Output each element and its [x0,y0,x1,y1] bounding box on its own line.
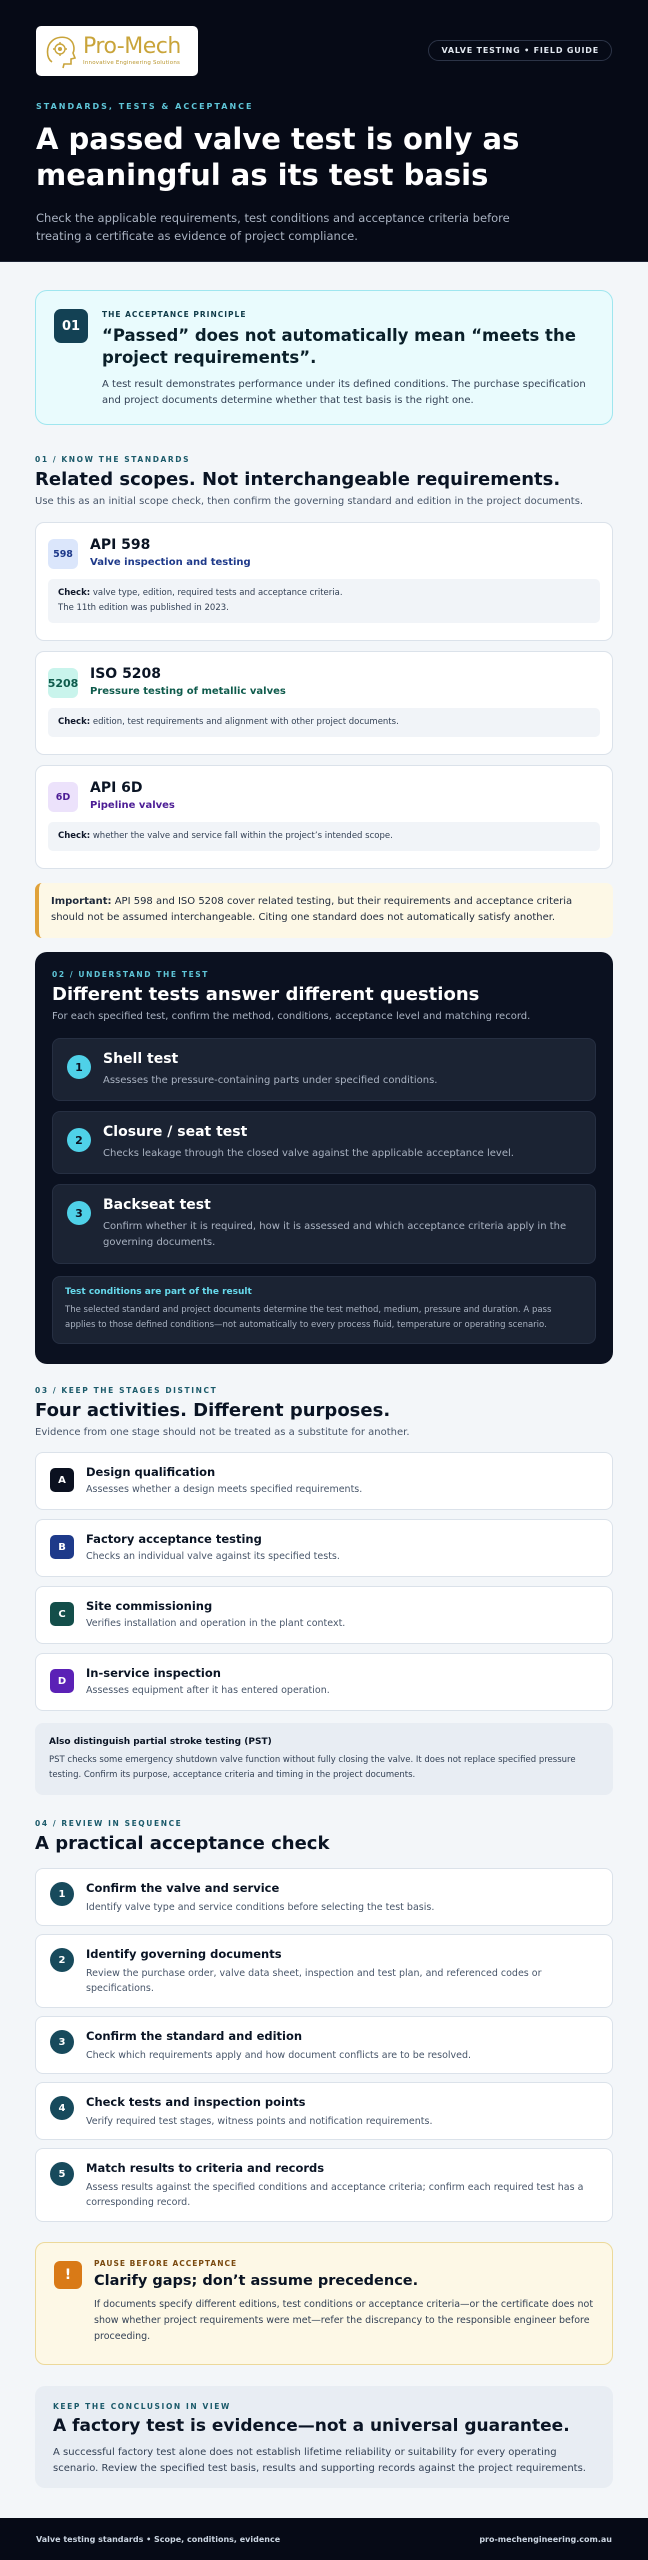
activity-text: Checks an individual valve against its specified tests. [86,1551,340,1562]
standard-check-note [48,579,600,623]
footer-website-link[interactable]: pro-mechengineering.com.au [479,2534,612,2544]
standard-card-iso5208 [35,651,613,755]
activity-card-commissioning [35,1586,613,1644]
tests-subtitle: For each specified test, confirm the method, conditions, acceptance level and matching record. [52,1011,531,1022]
activities-section [35,1386,613,1795]
principle-kicker: THE ACCEPTANCE PRINCIPLE [102,310,247,319]
standard-badge: 5208 [48,668,78,698]
step-number: 5 [50,2162,74,2186]
step-title: Identify governing documents [86,1947,282,1961]
activity-card-fat [35,1519,613,1577]
standard-name: ISO 5208 [90,666,162,682]
step-number: 4 [50,2096,74,2120]
test-title: Shell test [103,1051,179,1067]
test-title: Backseat test [103,1197,211,1213]
test-text: Assesses the pressure-containing parts under specified conditions. [103,1075,438,1086]
standard-card-api598 [35,522,613,641]
review-step [35,2148,613,2222]
principle-text: A test result demonstrates performance under its defined conditions. The purchase specification and project documents determine whether that test basis is the right one. [102,379,586,406]
activity-badge: C [50,1602,74,1626]
brand-logo[interactable] [36,26,198,76]
check-label: Check: [58,831,91,841]
step-text: Check which requirements apply and how document conflicts are to be resolved. [86,2050,472,2061]
pst-text: PST checks some emergency shutdown valve function without fully closing the valve. It does not replace specified pressure testing. Confirm its purpose, acceptance criteria and timing in the project documents. [49,1755,576,1780]
brand-tagline: Innovative Engineering Solutions [83,60,181,66]
page-title: A passed valve test is only as meaningful as its test basis [36,122,520,192]
activities-subtitle: Evidence from one stage should not be treated as a substitute for another. [35,1427,410,1438]
conclusion-title: A factory test is evidence—not a universal guarantee. [53,2416,570,2436]
test-number: 1 [67,1055,91,1079]
standard-name: API 6D [90,780,143,796]
activity-badge: D [50,1669,74,1693]
check-label: Check: [58,588,91,598]
standard-subtitle: Valve inspection and testing [90,557,251,568]
step-title: Confirm the valve and service [86,1881,280,1895]
edition-note: The 11th edition was published in 2023. [58,603,229,613]
activity-badge: B [50,1535,74,1559]
important-text: API 598 and ISO 5208 cover related testing, but their requirements and acceptance criteria should not be assumed interchangeable. Citing one standard does not automatically satisfy another. [51,896,573,923]
activity-card-inservice [35,1653,613,1711]
review-step [35,1868,613,1926]
pause-title: Clarify gaps; don’t assume precedence. [94,2273,419,2289]
review-step [35,2082,613,2140]
test-item-closure [52,1111,596,1174]
review-step [35,1934,613,2008]
step-text: Review the purchase order, valve data sheet, inspection and test plan, and referenced codes or specifications. [86,1968,542,1994]
test-conditions-note [52,1276,596,1344]
standards-title: Related scopes. Not interchangeable requirements. [35,469,561,490]
activity-badge: A [50,1468,74,1492]
step-number: 2 [50,1948,74,1972]
conclusion-kicker: KEEP THE CONCLUSION IN VIEW [53,2402,231,2411]
standard-check-note [48,708,600,737]
pst-note [35,1723,613,1795]
standards-section [35,455,613,938]
hero-subtitle: Check the applicable requirements, test conditions and acceptance criteria before treating a certificate as evidence of project compliance. [36,211,510,243]
review-section [35,1819,613,2222]
standards-kicker: 01 / KNOW THE STANDARDS [35,455,191,464]
activity-text: Assesses equipment after it has entered operation. [86,1685,330,1696]
test-text: Checks leakage through the closed valve against the applicable acceptance level. [103,1148,514,1159]
standard-subtitle: Pressure testing of metallic valves [90,686,286,697]
activities-kicker: 03 / KEEP THE STAGES DISTINCT [35,1386,218,1395]
test-note-text: The selected standard and project documents determine the test method, medium, pressure and duration. A pass applies to those defined conditions—not automatically to every process fluid, temperature or operating scenario. [65,1305,552,1330]
tests-title: Different tests answer different questions [52,984,480,1005]
activity-title: In-service inspection [86,1666,221,1680]
step-text: Identify valve type and service conditions before selecting the test basis. [86,1902,435,1913]
review-title: A practical acceptance check [35,1833,330,1854]
activity-title: Site commissioning [86,1599,213,1613]
pause-kicker: PAUSE BEFORE ACCEPTANCE [94,2259,238,2268]
principle-card [35,290,613,425]
pause-text: If documents specify different editions, test conditions or acceptance criteria—or the certificate does not show whether project requirements were met—refer the discrepancy to the responsible engineer before proceeding. [94,2299,594,2342]
step-text: Assess results against the specified conditions and acceptance criteria; confirm each required test has a corresponding record. [86,2182,584,2208]
activity-title: Design qualification [86,1465,216,1479]
activities-title: Four activities. Different purposes. [35,1400,391,1421]
test-number: 2 [67,1128,91,1152]
test-item-backseat [52,1184,596,1264]
standard-badge: 598 [48,539,78,569]
brain-gear-icon [44,32,78,70]
warning-icon: ! [54,2261,82,2289]
important-label: Important: [51,896,112,907]
standard-check-note [48,822,600,851]
conclusion-text: A successful factory test alone does not establish lifetime reliability or suitability for every operating scenario. Review the specified test basis, results and supporting records against the project requirements. [53,2447,586,2474]
standard-badge: 6D [48,782,78,812]
activity-text: Assesses whether a design meets specified requirements. [86,1484,363,1495]
standard-card-api6d [35,765,613,869]
brand-name: Pro-Mech [83,34,181,59]
review-kicker: 04 / REVIEW IN SEQUENCE [35,1819,183,1828]
step-title: Match results to criteria and records [86,2161,325,2175]
test-number: 3 [67,1201,91,1225]
review-step [35,2016,613,2074]
check-text: edition, test requirements and alignment with other project documents. [90,717,399,727]
step-title: Confirm the standard and edition [86,2029,303,2043]
check-text: whether the valve and service fall within the project’s intended scope. [90,831,393,841]
activity-title: Factory acceptance testing [86,1532,262,1546]
step-number: 1 [50,1882,74,1906]
tests-section [35,952,613,1364]
activity-text: Verifies installation and operation in the plant context. [86,1618,346,1629]
principle-title: “Passed” does not automatically mean “meets the project requirements”. [102,326,576,367]
pst-title: Also distinguish partial stroke testing (PST) [49,1737,272,1747]
test-note-title: Test conditions are part of the result [65,1287,252,1297]
hero-header [0,0,648,262]
activity-card-design [35,1452,613,1510]
tests-kicker: 02 / UNDERSTAND THE TEST [52,970,210,979]
check-label: Check: [58,717,91,727]
pause-callout [35,2242,613,2365]
check-text: valve type, edition, required tests and acceptance criteria. [90,588,343,598]
footer [0,2518,648,2560]
test-text: Confirm whether it is required, how it is assessed and which acceptance criteria apply in the governing documents. [103,1221,567,1248]
guide-badge: VALVE TESTING • FIELD GUIDE [428,40,612,61]
standard-name: API 598 [90,537,151,553]
footer-caption: Valve testing standards • Scope, conditions, evidence [36,2534,281,2544]
test-title: Closure / seat test [103,1124,248,1140]
important-callout [35,883,613,938]
standards-subtitle: Use this as an initial scope check, then confirm the governing standard and edition in the project documents. [35,496,584,507]
step-text: Verify required test stages, witness points and notification requirements. [86,2116,433,2127]
step-number: 3 [50,2030,74,2054]
standard-subtitle: Pipeline valves [90,800,175,811]
test-item-shell [52,1038,596,1101]
hero-kicker: STANDARDS, TESTS & ACCEPTANCE [36,102,254,111]
conclusion-card [35,2386,613,2488]
step-title: Check tests and inspection points [86,2095,306,2109]
principle-number: 01 [54,309,88,343]
